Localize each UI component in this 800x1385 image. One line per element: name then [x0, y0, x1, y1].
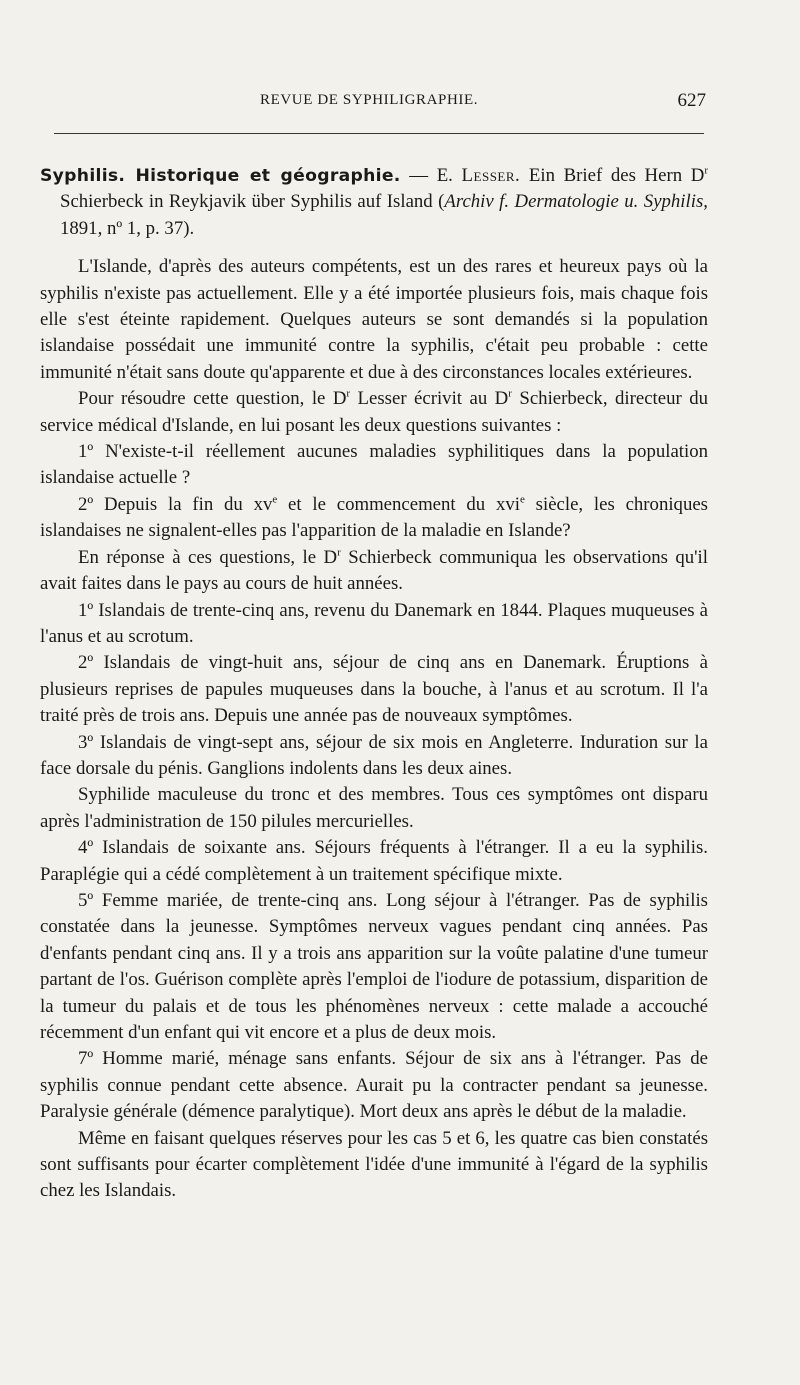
page-header — [54, 92, 706, 116]
review-article — [40, 163, 708, 1205]
paragraph-text: En réponse à ces questions, le D — [78, 546, 338, 568]
article-author: Lesser. — [461, 165, 521, 186]
header-rule — [54, 133, 704, 134]
paragraph: 1º N'existe-t-il réellement aucunes maladies syphilitiques dans la population islandaise actuelle ? — [40, 441, 708, 489]
case-observation: 7º Homme marié, ménage sans enfants. Séjour de six ans à l'étranger. Pas de syphilis connue pendant cette absence. Aurait pu la contracter pendant sa jeunesse. Paralysie générale (démence paralytique). Mort deux ans après le début de la maladie. — [40, 1048, 708, 1123]
paragraph-text: Lesser écrivit au D — [350, 388, 509, 410]
title-superscript: r — [704, 164, 708, 177]
article-heading — [40, 163, 708, 242]
journal-citation: , 1891, nº 1, p. 37). — [60, 191, 708, 239]
page-number: 627 — [677, 90, 706, 111]
case-observation: 4º Islandais de soixante ans. Séjours fréquents à l'étranger. Il a eu la syphilis. Paraplégie qui a cédé complètement à un traitement spécifique mixte. — [40, 837, 708, 885]
paragraph-text: Schierbeck communiqua les observations qu'il avait faites dans le pays au cours de huit années. — [40, 546, 708, 595]
paragraph-text: siècle, les chroniques islandaises ne signalent-elles pas l'apparition de la maladie en Islande? — [40, 493, 708, 542]
article-subject: Syphilis. Historique et géographie. — [40, 166, 401, 186]
superscript: r — [508, 387, 512, 400]
paragraph-text: Pour résoudre cette question, le D — [78, 388, 347, 410]
article-title-part: Ein Brief des Hern D — [520, 165, 705, 186]
case-observation: 2º Islandais de vingt-huit ans, séjour de cinq ans en Danemark. Éruptions à plusieurs reprises de papules muqueuses dans la bouche, à l'anus et au scrotum. Il l'a traité près de trois ans. Depuis une année pas de nouveaux symptômes. — [40, 652, 708, 727]
paragraph: Syphilide maculeuse du tronc et des membres. Tous ces symptômes ont disparu après l'administration de 150 pilules mercurielles. — [40, 784, 708, 832]
journal-name: Archiv f. Dermatologie u. Syphilis — [444, 191, 704, 213]
conclusion-paragraph: Même en faisant quelques réserves pour les cas 5 et 6, les quatre cas bien constatés sont suffisants pour écarter complètement l'idée d'une immunité à l'égard de la syphilis chez les Islandais. — [40, 1127, 708, 1202]
case-observation: 5º Femme mariée, de trente-cinq ans. Long séjour à l'étranger. Pas de syphilis constatée dans la jeunesse. Symptômes nerveux vagues pendant cinq années. Pas d'enfants pendant cinq ans. Il y a trois ans apparition sur la voûte palatine d'une tumeur partant de l'os. Guérison complète après l'emploi de l'iodure de potassium, disparition de la tumeur du palais et de tous les phénomènes nerveux : cette malade a accouché récemment d'un enfant qui vit encore et a plus de deux mois. — [40, 889, 708, 1043]
superscript: e — [520, 493, 525, 506]
paragraph — [40, 492, 708, 545]
paragraph — [40, 545, 708, 598]
case-observation: 1º Islandais de trente-cinq ans, revenu du Danemark en 1844. Plaques muqueuses à l'anus et au scrotum. — [40, 599, 708, 647]
paragraph-text: Schierbeck, directeur du service médical d'Islande, en lui posant les deux questions suivantes : — [40, 388, 708, 436]
paragraph-text: et le commencement du xvi — [277, 493, 520, 515]
paragraph-text: 2º Depuis la fin du xv — [78, 493, 273, 515]
paragraph: L'Islande, d'après des auteurs compétents, est un des rares et heureux pays où la syphilis n'existe pas actuellement. Elle y a été importée plusieurs fois, mais chaque fois elle s'est éteinte rapidement. Quelques auteurs se sont demandés si la population islandaise possédait une immunité contre la syphilis, c'était peu probable : cette immunité n'était sans doute qu'apparente et due à des circonstances locales extérieures. — [40, 256, 708, 383]
article-title-part-2: Schierbeck in Reykjavik über Syphilis auf Island ( — [60, 191, 445, 213]
case-observation: 3º Islandais de vingt-sept ans, séjour de six mois en Angleterre. Induration sur la face dorsale du pénis. Ganglions indolents dans les deux aines. — [40, 731, 708, 779]
heading-dash: — E. — [400, 165, 462, 186]
superscript: r — [346, 387, 351, 400]
superscript: r — [337, 546, 341, 559]
superscript: e — [272, 493, 278, 506]
paragraph — [40, 386, 708, 439]
running-title: REVUE DE SYPHILIGRAPHIE. — [260, 92, 479, 108]
